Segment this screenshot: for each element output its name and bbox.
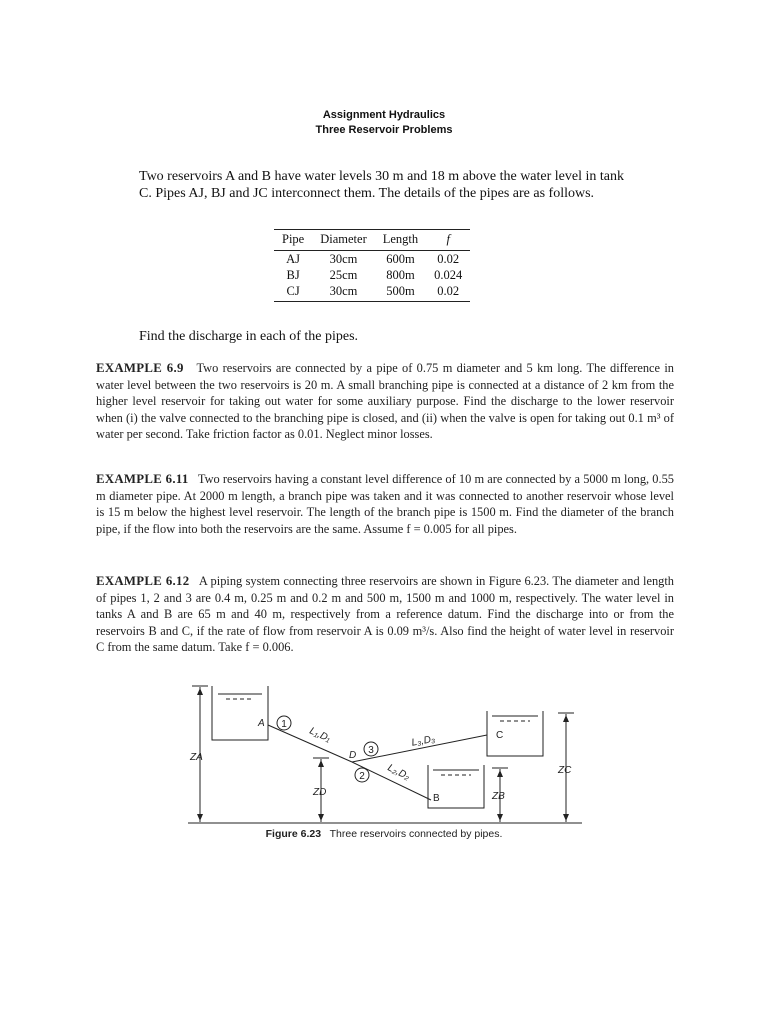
table-cell: 500m xyxy=(375,283,426,302)
zb-arrow-bottom xyxy=(497,814,503,821)
table-header-cell: f xyxy=(426,230,470,251)
table-header-row xyxy=(274,230,470,251)
label-pipe-2: 2 xyxy=(359,771,365,782)
table-header-cell: Length xyxy=(375,230,426,251)
three-reservoirs-figure xyxy=(0,680,768,830)
example-label: EXAMPLE 6.9 xyxy=(96,361,184,375)
problem-line-2: C. Pipes AJ, BJ and JC interconnect them. The details of the pipes are as follows. xyxy=(139,186,595,201)
label-pipe-1: 1 xyxy=(281,719,287,730)
label-zd: ZD xyxy=(313,787,327,798)
example-label: EXAMPLE 6.11 xyxy=(96,472,189,486)
figure-caption-text: Three reservoirs connected by pipes. xyxy=(329,828,503,840)
example-6-9 xyxy=(96,360,674,443)
table-row xyxy=(274,251,470,268)
figure-caption-label: Figure 6.23 xyxy=(265,828,322,840)
za-arrow-top xyxy=(197,688,203,695)
zc-arrow-top xyxy=(563,715,569,722)
table-row xyxy=(274,267,470,283)
zd-arrow-top xyxy=(318,760,324,767)
table-cell: 30cm xyxy=(312,283,375,302)
zb-arrow-top xyxy=(497,770,503,777)
page-title: Assignment Hydraulics xyxy=(322,109,446,121)
za-arrow-bottom xyxy=(197,814,203,821)
example-label: EXAMPLE 6.12 xyxy=(96,574,190,588)
table-cell: 800m xyxy=(386,268,415,282)
example-6-11 xyxy=(96,471,674,537)
label-l2-d2: L₂,D₂ xyxy=(385,762,412,783)
pipe-details-table xyxy=(274,229,470,302)
figure-caption xyxy=(0,828,768,840)
table-cell: AJ xyxy=(286,252,301,266)
table-cell: BJ xyxy=(286,268,300,282)
example-6-12 xyxy=(96,573,674,656)
label-a: A xyxy=(258,718,265,729)
example-text: Two reservoirs having a constant level difference of 10 m are connected by a 5000 m long, 0.55 m diameter pipe. At 2000 m length, a branch pipe was taken and it was connected to another reservoir whose level is 15 m below the highest level reservoir. The length of the branch pipe is 1500 m. Find the diameter of the branch pipe, if the flow into both the reservoirs are the same. Assume f = 0.005 for all pipes. xyxy=(96,472,674,536)
table-cell: 0.024 xyxy=(434,268,463,282)
label-l3-d3: L₃,D₃ xyxy=(410,733,436,749)
table-cell: 30cm xyxy=(329,252,358,266)
label-c: C xyxy=(496,730,504,741)
problem-statement xyxy=(139,168,639,202)
table-header-cell: Pipe xyxy=(274,230,312,251)
label-b: B xyxy=(433,793,440,804)
label-pipe-3: 3 xyxy=(368,745,374,756)
table-cell: 0.02 xyxy=(426,283,470,302)
table-cell: 600m xyxy=(386,252,415,266)
label-zc: ZC xyxy=(558,765,572,776)
label-zb: ZB xyxy=(492,791,505,802)
label-za: ZA xyxy=(190,752,203,763)
table-cell: 0.02 xyxy=(437,252,460,266)
example-text: A piping system connecting three reservoirs are shown in Figure 6.23. The diameter and length of pipes 1, 2 and 3 are 0.4 m, 0.25 m and 0.2 m and 500 m, 1500 m and 1000 m, respectively. The water level in tanks A and B are 65 m and 40 m, respectively from a reference datum. Find the discharge into or from the reservoirs B and C, if the rate of flow from reservoir A is 0.09 m³/s. Also find the height of water level in reservoir C from the same datum. Take f = 0.006. xyxy=(96,574,674,655)
zc-arrow-bottom xyxy=(563,814,569,821)
problem-line-1: Two reservoirs A and B have water levels 30 m and 18 m above the water level in tank xyxy=(139,169,624,184)
page-subtitle: Three Reservoir Problems xyxy=(315,124,453,136)
label-d: D xyxy=(349,750,357,761)
table-cell: CJ xyxy=(274,283,312,302)
problem-question: Find the discharge in each of the pipes. xyxy=(139,329,359,344)
label-l1-d1: L₁,D₁ xyxy=(307,725,333,745)
table-cell: 25cm xyxy=(329,268,358,282)
table-header-cell: Diameter xyxy=(312,230,375,251)
zd-arrow-bottom xyxy=(318,814,324,821)
example-text: Two reservoirs are connected by a pipe of 0.75 m diameter and 5 km long. The difference in water level between the two reservoirs is 20 m. A small branching pipe is connected at a distance of 2 km from the higher level reservoir for taking out water for some auxiliary purpose. Find the discharge to the lower reservoir when (i) the valve connected to the branching pipe is closed, and (ii) when the valve is open for taking out 0.1 m³ of water per second. Take friction factor as 0.01. Neglect minor losses. xyxy=(96,361,674,442)
table-row xyxy=(274,283,470,302)
